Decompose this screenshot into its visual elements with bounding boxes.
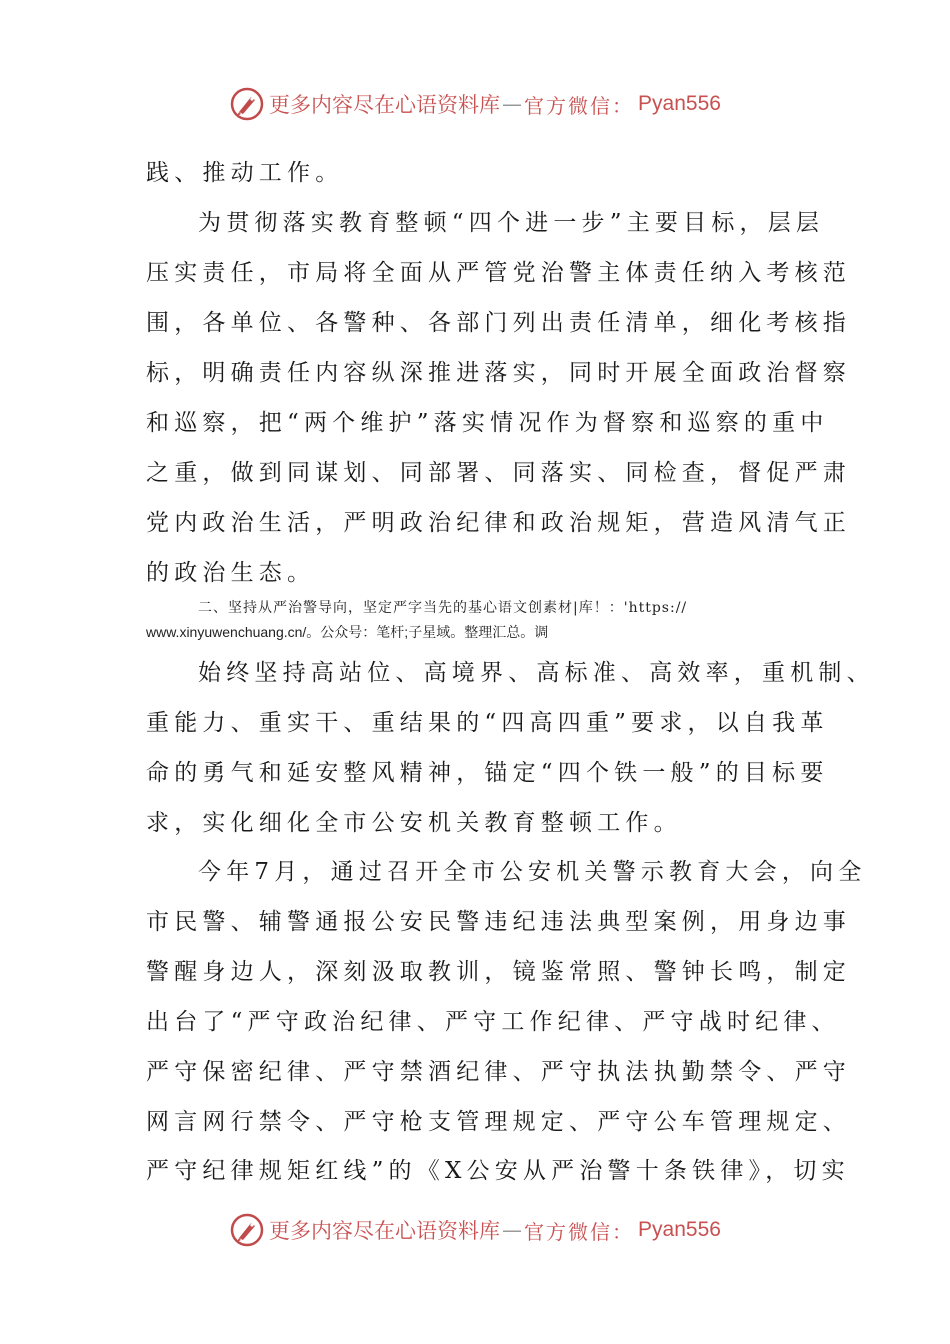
text-line: 市民警、辅警通报公安民警违纪违法典型案例，用身边事 — [146, 909, 851, 935]
text-line: 始终坚持高站位、高境界、高标准、高效率，重机制、 — [198, 660, 875, 686]
text-line: 今年7月，通过召开全市公安机关警示教育大会，向全 — [198, 859, 867, 885]
text-line: 重能力、重实干、重结果的“四高四重”要求，以自我革 — [146, 710, 829, 736]
text-line: 的政治生态。 — [146, 560, 316, 586]
pen-nib-icon — [229, 86, 265, 122]
text-line: 标，明确责任内容纵深推进落实，同时开展全面政治督察 — [146, 360, 851, 386]
text-line: 出台了“严守政治纪律、严守工作纪律、严守战时纪律、 — [146, 1009, 840, 1035]
text-line: 严守保密纪律、严守禁酒纪律、严守执法执勤禁令、严守 — [146, 1059, 851, 1085]
header-banner — [0, 84, 950, 124]
banner-wechat-id: Pyan556 — [638, 92, 721, 115]
banner-title: 更多内容尽在心语资料库 — [269, 1219, 501, 1243]
text-line: 为贯彻落实教育整顿“四个进一步”主要目标，层层 — [198, 210, 825, 236]
text-line: 严守纪律规矩红线”的《X公安从严治警十条铁律》，切实 — [146, 1158, 850, 1184]
banner-wechat-id: Pyan556 — [638, 1218, 721, 1241]
text-line: 网言网行禁令、严守枪支管理规定、严守公车管理规定、 — [146, 1109, 851, 1135]
text-line: 求，实化细化全市公安机关教育整顿工作。 — [146, 810, 682, 836]
text-line: 党内政治生活，严明政治纪律和政治规矩，营造风清气正 — [146, 510, 851, 536]
watermark-url-line: www.xinyuwenchuang.cn/。公众号：笔杆;子星域。整理汇总。调 — [146, 624, 549, 640]
text-line: 围，各单位、各警种、各部门列出责任清单，细化考核指 — [146, 310, 851, 336]
text-line: 压实责任，市局将全面从严管党治警主体责任纳入考核范 — [146, 260, 851, 286]
text-line: 命的勇气和延安整风精神，锚定“四个铁一般”的目标要 — [146, 760, 829, 786]
banner-dash: — — [502, 1218, 523, 1242]
banner-title: 更多内容尽在心语资料库 — [269, 93, 501, 117]
banner-dash: — — [502, 92, 523, 116]
pen-nib-icon — [229, 1212, 265, 1248]
text-line: 警醒身边人，深刻汲取教训，镜鉴常照、警钟长鸣，制定 — [146, 959, 851, 985]
text-line: 践、推动工作。 — [146, 160, 344, 186]
text-line: 之重，做到同谋划、同部署、同落实、同检查，督促严肃 — [146, 460, 851, 486]
banner-wechat-label: 官方微信： — [524, 1219, 635, 1244]
section-heading-line: 二、坚持从严治警导向，坚定严字当先的基心语文创素材|库！：'https:// — [198, 600, 688, 616]
footer-banner — [0, 1210, 950, 1250]
text-line: 和巡察，把“两个维护”落实情况作为督察和巡察的重中 — [146, 410, 829, 436]
banner-wechat-label: 官方微信： — [524, 93, 635, 118]
